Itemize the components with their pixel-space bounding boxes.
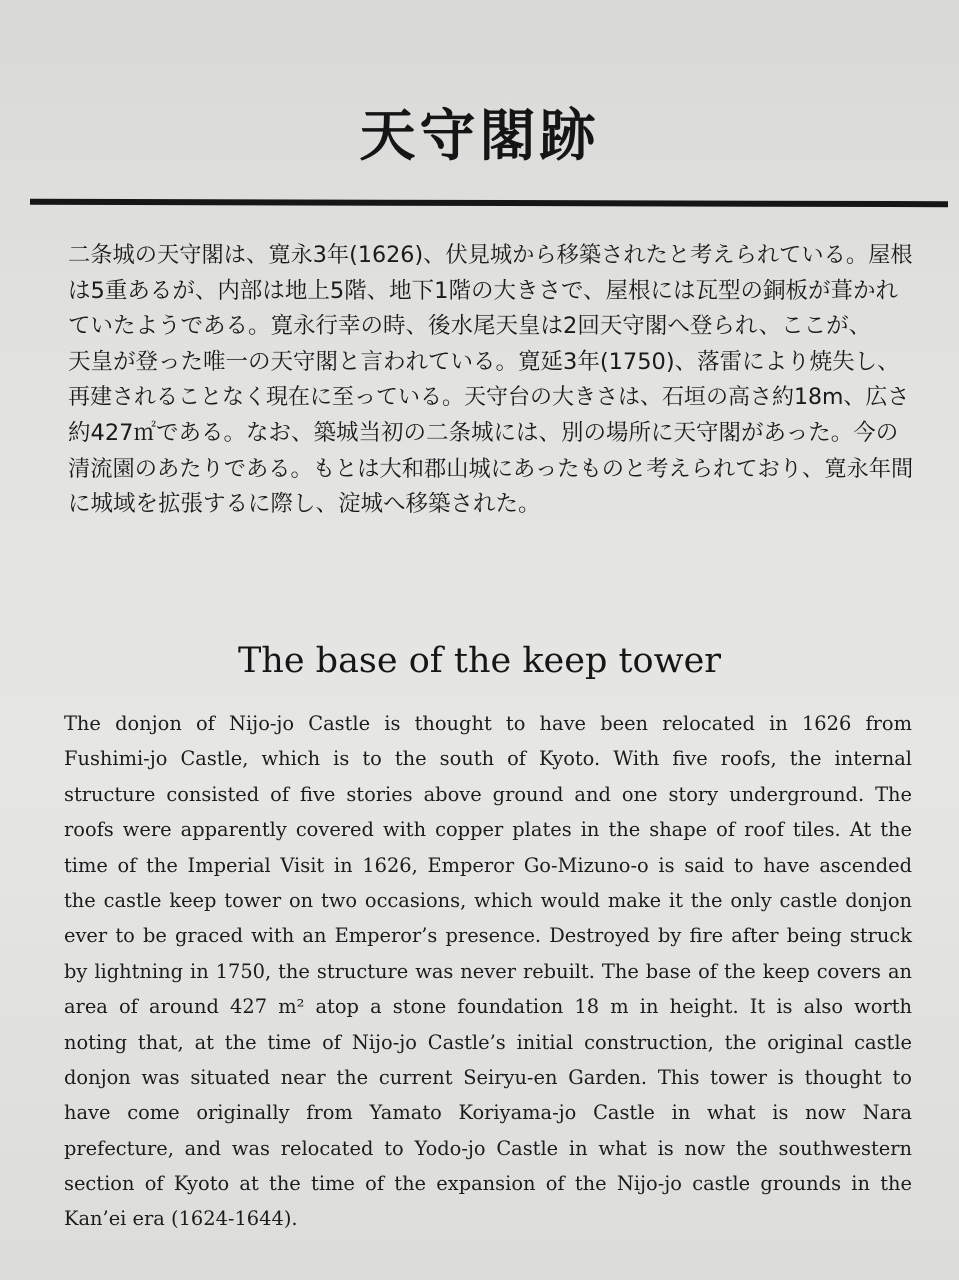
english-text-line: Fushimi-jo Castle, which is to the south of Kyoto. With five roofs, the internal [64, 747, 912, 771]
english-text-line: area of around 427 m² atop a stone foundation 18 m in height. It is also worth [64, 995, 912, 1019]
english-text-line: section of Kyoto at the time of the expansion of the Nijo-jo castle grounds in the [64, 1172, 912, 1196]
japanese-title: 天守閣跡 [359, 104, 600, 169]
english-text-line: noting that, at the time of Nijo-jo Castle’s initial construction, the original castle [64, 1030, 912, 1054]
japanese-description [68, 238, 913, 523]
english-text-line: donjon was situated near the current Seiryu-en Garden. This tower is thought to [64, 1065, 912, 1089]
english-text-line: Kan’ei era (1624-1644). [64, 1207, 298, 1231]
english-text-line: by lightning in 1750, the structure was never rebuilt. The base of the keep covers an [64, 959, 912, 983]
japanese-text-line: 再建されることなく現在に至っている。天守台の大きさは、石垣の高さ約18m、広さ [68, 385, 910, 411]
japanese-text-line: 清流園のあたりである。もとは大和郡山城にあったものと考えられており、寛永年間 [68, 455, 914, 482]
title-divider [30, 199, 948, 207]
english-text-line: have come originally from Yamato Koriyama-jo Castle in what is now Nara [64, 1101, 912, 1125]
english-title: The base of the keep tower [237, 641, 722, 681]
english-text-line: roofs were apparently covered with copper plates in the shape of roof tiles. At the [64, 818, 912, 842]
japanese-text-line: 約427㎡である。なお、築城当初の二条城には、別の場所に天守閣があった。今の [68, 419, 899, 446]
japanese-text-line: ていたようである。寛永行幸の時、後水尾天皇は2回天守閣へ登られ、ここが、 [68, 313, 872, 340]
english-text-line: time of the Imperial Visit in 1626, Emperor Go-Mizuno-o is said to have ascended [64, 853, 912, 877]
english-text-line: structure consisted of five stories above ground and one story underground. The [64, 782, 912, 806]
japanese-text-line: は5重あるが、内部は地上5階、地下1階の大きさで、屋根には瓦型の銅板が葺かれ [68, 277, 898, 304]
english-text-line: the castle keep tower on two occasions, which would make it the only castle donjon [64, 888, 912, 912]
japanese-text-line: に城域を拡張するに際し、淀城へ移築された。 [68, 491, 541, 518]
english-text-line: prefecture, and was relocated to Yodo-jo Castle in what is now the southwestern [64, 1136, 912, 1160]
english-description [64, 706, 912, 1237]
japanese-text-line: 天皇が登った唯一の天守閣と言われている。寛延3年(1750)、落雷により焼失し、 [68, 348, 900, 375]
english-text-line: ever to be graced with an Emperor’s presence. Destroyed by fire after being struck [64, 924, 912, 948]
japanese-text-line: 二条城の天守閣は、寛永3年(1626)、伏見城から移築されたと考えられている。屋根 [68, 242, 913, 268]
english-text-line: The donjon of Nijo-jo Castle is thought to have been relocated in 1626 from [64, 712, 912, 735]
